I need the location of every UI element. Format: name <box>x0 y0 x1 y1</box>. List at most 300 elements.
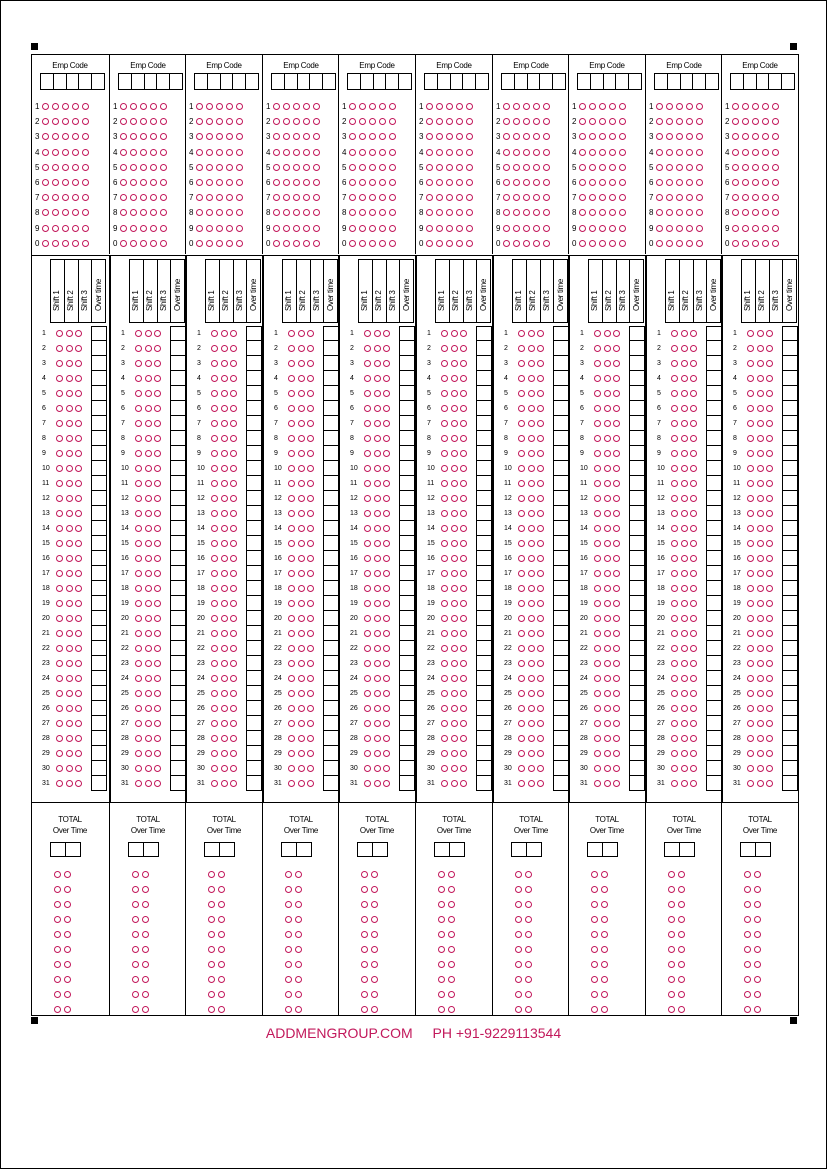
total-bubble[interactable] <box>64 991 71 998</box>
shift-bubble[interactable] <box>288 630 295 637</box>
shift-bubble[interactable] <box>537 330 544 337</box>
digit-bubble[interactable] <box>656 118 663 125</box>
shift-bubble[interactable] <box>671 480 678 487</box>
digit-bubble[interactable] <box>609 240 616 247</box>
digit-bubble[interactable] <box>543 209 550 216</box>
total-bubble[interactable] <box>361 961 368 968</box>
total-bubble[interactable] <box>601 931 608 938</box>
overtime-box[interactable] <box>553 341 569 356</box>
overtime-box[interactable] <box>399 746 415 761</box>
total-bubble[interactable] <box>668 901 675 908</box>
digit-bubble[interactable] <box>349 194 356 201</box>
shift-bubble[interactable] <box>364 450 371 457</box>
overtime-box[interactable] <box>629 551 645 566</box>
digit-bubble[interactable] <box>120 103 127 110</box>
shift-bubble[interactable] <box>135 360 142 367</box>
overtime-box[interactable] <box>553 371 569 386</box>
digit-bubble[interactable] <box>466 179 473 186</box>
emp-code-cell[interactable] <box>616 74 629 89</box>
total-bubble[interactable] <box>142 946 149 953</box>
total-bubble[interactable] <box>295 886 302 893</box>
digit-bubble[interactable] <box>226 149 233 156</box>
digit-bubble[interactable] <box>72 149 79 156</box>
digit-bubble[interactable] <box>42 225 49 232</box>
overtime-box[interactable] <box>91 536 107 551</box>
shift-bubble[interactable] <box>528 765 535 772</box>
shift-bubble[interactable] <box>604 690 611 697</box>
total-bubble[interactable] <box>525 1006 532 1013</box>
overtime-box[interactable] <box>782 611 798 626</box>
total-bubble[interactable] <box>754 976 761 983</box>
shift-bubble[interactable] <box>154 540 161 547</box>
shift-bubble[interactable] <box>671 705 678 712</box>
shift-bubble[interactable] <box>441 420 448 427</box>
shift-bubble[interactable] <box>221 765 228 772</box>
overtime-box[interactable] <box>170 566 186 581</box>
overtime-box[interactable] <box>399 731 415 746</box>
digit-bubble[interactable] <box>466 149 473 156</box>
shift-bubble[interactable] <box>383 735 390 742</box>
shift-bubble[interactable] <box>221 555 228 562</box>
shift-bubble[interactable] <box>383 660 390 667</box>
overtime-box[interactable] <box>399 686 415 701</box>
total-bubble[interactable] <box>54 976 61 983</box>
overtime-box[interactable] <box>170 491 186 506</box>
shift-bubble[interactable] <box>757 465 764 472</box>
total-bubble[interactable] <box>438 976 445 983</box>
emp-code-cell[interactable] <box>310 74 323 89</box>
shift-bubble[interactable] <box>747 480 754 487</box>
shift-bubble[interactable] <box>604 450 611 457</box>
total-bubble[interactable] <box>601 916 608 923</box>
digit-bubble[interactable] <box>206 209 213 216</box>
digit-bubble[interactable] <box>436 194 443 201</box>
digit-bubble[interactable] <box>140 194 147 201</box>
digit-bubble[interactable] <box>466 209 473 216</box>
digit-bubble[interactable] <box>589 179 596 186</box>
digit-bubble[interactable] <box>732 103 739 110</box>
overtime-box[interactable] <box>476 341 492 356</box>
shift-bubble[interactable] <box>671 345 678 352</box>
overtime-box[interactable] <box>170 671 186 686</box>
shift-bubble[interactable] <box>451 585 458 592</box>
shift-bubble[interactable] <box>135 510 142 517</box>
shift-bubble[interactable] <box>211 675 218 682</box>
overtime-box[interactable] <box>553 326 569 341</box>
shift-bubble[interactable] <box>230 510 237 517</box>
shift-bubble[interactable] <box>145 360 152 367</box>
digit-bubble[interactable] <box>283 164 290 171</box>
shift-bubble[interactable] <box>441 570 448 577</box>
digit-bubble[interactable] <box>369 240 376 247</box>
shift-bubble[interactable] <box>211 765 218 772</box>
shift-bubble[interactable] <box>528 495 535 502</box>
shift-bubble[interactable] <box>211 465 218 472</box>
digit-bubble[interactable] <box>62 225 69 232</box>
digit-bubble[interactable] <box>533 209 540 216</box>
shift-bubble[interactable] <box>537 690 544 697</box>
total-bubble[interactable] <box>208 991 215 998</box>
shift-bubble[interactable] <box>690 555 697 562</box>
overtime-box[interactable] <box>170 626 186 641</box>
digit-bubble[interactable] <box>656 133 663 140</box>
digit-bubble[interactable] <box>62 194 69 201</box>
shift-bubble[interactable] <box>766 525 773 532</box>
digit-bubble[interactable] <box>503 118 510 125</box>
shift-bubble[interactable] <box>154 600 161 607</box>
overtime-box[interactable] <box>706 716 722 731</box>
shift-bubble[interactable] <box>518 780 525 787</box>
shift-bubble[interactable] <box>747 690 754 697</box>
shift-bubble[interactable] <box>154 675 161 682</box>
emp-code-cell[interactable] <box>221 74 234 89</box>
shift-bubble[interactable] <box>690 480 697 487</box>
shift-bubble[interactable] <box>288 615 295 622</box>
shift-bubble[interactable] <box>75 690 82 697</box>
shift-bubble[interactable] <box>537 435 544 442</box>
shift-bubble[interactable] <box>451 765 458 772</box>
shift-bubble[interactable] <box>766 360 773 367</box>
shift-bubble[interactable] <box>613 540 620 547</box>
total-bubble[interactable] <box>371 1006 378 1013</box>
total-bubble[interactable] <box>285 961 292 968</box>
shift-bubble[interactable] <box>594 405 601 412</box>
emp-code-cell[interactable] <box>731 74 744 89</box>
digit-bubble[interactable] <box>579 194 586 201</box>
digit-bubble[interactable] <box>686 164 693 171</box>
digit-bubble[interactable] <box>426 179 433 186</box>
shift-bubble[interactable] <box>518 585 525 592</box>
overtime-box[interactable] <box>170 716 186 731</box>
digit-bubble[interactable] <box>513 225 520 232</box>
digit-bubble[interactable] <box>696 133 703 140</box>
shift-bubble[interactable] <box>75 390 82 397</box>
emp-code-cell[interactable] <box>476 74 488 89</box>
shift-bubble[interactable] <box>230 735 237 742</box>
total-bubble[interactable] <box>448 931 455 938</box>
shift-bubble[interactable] <box>757 690 764 697</box>
shift-bubble[interactable] <box>460 585 467 592</box>
overtime-box[interactable] <box>323 746 339 761</box>
total-cell[interactable] <box>66 843 80 856</box>
digit-bubble[interactable] <box>273 225 280 232</box>
overtime-box[interactable] <box>553 596 569 611</box>
shift-bubble[interactable] <box>671 540 678 547</box>
digit-bubble[interactable] <box>226 225 233 232</box>
overtime-box[interactable] <box>629 461 645 476</box>
total-bubble[interactable] <box>285 886 292 893</box>
shift-bubble[interactable] <box>230 420 237 427</box>
digit-bubble[interactable] <box>533 240 540 247</box>
shift-bubble[interactable] <box>766 540 773 547</box>
overtime-box[interactable] <box>170 431 186 446</box>
shift-bubble[interactable] <box>374 405 381 412</box>
shift-bubble[interactable] <box>66 765 73 772</box>
shift-bubble[interactable] <box>690 705 697 712</box>
shift-bubble[interactable] <box>594 525 601 532</box>
overtime-box[interactable] <box>323 611 339 626</box>
shift-bubble[interactable] <box>154 405 161 412</box>
total-bubble[interactable] <box>744 961 751 968</box>
overtime-box[interactable] <box>476 476 492 491</box>
digit-bubble[interactable] <box>589 240 596 247</box>
shift-bubble[interactable] <box>298 420 305 427</box>
overtime-box[interactable] <box>246 431 262 446</box>
overtime-box[interactable] <box>399 356 415 371</box>
digit-bubble[interactable] <box>446 118 453 125</box>
digit-bubble[interactable] <box>732 179 739 186</box>
shift-bubble[interactable] <box>671 645 678 652</box>
total-bubble[interactable] <box>371 871 378 878</box>
overtime-box[interactable] <box>553 746 569 761</box>
digit-bubble[interactable] <box>389 225 396 232</box>
shift-bubble[interactable] <box>288 345 295 352</box>
shift-bubble[interactable] <box>757 435 764 442</box>
digit-bubble[interactable] <box>619 209 626 216</box>
overtime-box[interactable] <box>399 326 415 341</box>
shift-bubble[interactable] <box>75 660 82 667</box>
digit-bubble[interactable] <box>313 133 320 140</box>
total-bubble[interactable] <box>142 976 149 983</box>
digit-bubble[interactable] <box>752 225 759 232</box>
shift-bubble[interactable] <box>671 570 678 577</box>
shift-bubble[interactable] <box>594 435 601 442</box>
shift-bubble[interactable] <box>681 690 688 697</box>
total-bubble[interactable] <box>295 1006 302 1013</box>
shift-bubble[interactable] <box>604 735 611 742</box>
digit-bubble[interactable] <box>696 240 703 247</box>
shift-bubble[interactable] <box>757 330 764 337</box>
shift-bubble[interactable] <box>604 780 611 787</box>
overtime-box[interactable] <box>170 356 186 371</box>
shift-bubble[interactable] <box>298 615 305 622</box>
digit-bubble[interactable] <box>72 225 79 232</box>
shift-bubble[interactable] <box>383 405 390 412</box>
digit-bubble[interactable] <box>503 194 510 201</box>
shift-bubble[interactable] <box>66 555 73 562</box>
digit-bubble[interactable] <box>389 149 396 156</box>
digit-bubble[interactable] <box>293 225 300 232</box>
total-bubble[interactable] <box>54 961 61 968</box>
shift-bubble[interactable] <box>757 765 764 772</box>
digit-bubble[interactable] <box>349 164 356 171</box>
shift-bubble[interactable] <box>298 750 305 757</box>
digit-bubble[interactable] <box>772 149 779 156</box>
digit-bubble[interactable] <box>389 194 396 201</box>
shift-bubble[interactable] <box>594 330 601 337</box>
shift-bubble[interactable] <box>154 660 161 667</box>
digit-bubble[interactable] <box>379 194 386 201</box>
shift-bubble[interactable] <box>757 750 764 757</box>
shift-bubble[interactable] <box>230 780 237 787</box>
shift-bubble[interactable] <box>230 630 237 637</box>
digit-bubble[interactable] <box>160 103 167 110</box>
shift-bubble[interactable] <box>145 675 152 682</box>
shift-bubble[interactable] <box>681 720 688 727</box>
shift-bubble[interactable] <box>288 765 295 772</box>
digit-bubble[interactable] <box>196 133 203 140</box>
shift-bubble[interactable] <box>766 705 773 712</box>
overtime-box[interactable] <box>629 371 645 386</box>
shift-bubble[interactable] <box>364 765 371 772</box>
digit-bubble[interactable] <box>533 194 540 201</box>
shift-bubble[interactable] <box>460 480 467 487</box>
shift-bubble[interactable] <box>383 465 390 472</box>
shift-bubble[interactable] <box>747 405 754 412</box>
digit-bubble[interactable] <box>609 225 616 232</box>
total-bubble[interactable] <box>525 886 532 893</box>
shift-bubble[interactable] <box>135 735 142 742</box>
total-bubble[interactable] <box>754 871 761 878</box>
digit-bubble[interactable] <box>543 240 550 247</box>
shift-bubble[interactable] <box>75 480 82 487</box>
shift-bubble[interactable] <box>594 600 601 607</box>
digit-bubble[interactable] <box>732 240 739 247</box>
overtime-box[interactable] <box>246 611 262 626</box>
shift-bubble[interactable] <box>537 465 544 472</box>
shift-bubble[interactable] <box>594 555 601 562</box>
shift-bubble[interactable] <box>690 690 697 697</box>
shift-bubble[interactable] <box>613 690 620 697</box>
shift-bubble[interactable] <box>528 780 535 787</box>
overtime-box[interactable] <box>553 581 569 596</box>
digit-bubble[interactable] <box>533 149 540 156</box>
total-bubble[interactable] <box>218 976 225 983</box>
overtime-box[interactable] <box>399 431 415 446</box>
shift-bubble[interactable] <box>528 555 535 562</box>
total-bubble[interactable] <box>218 871 225 878</box>
digit-bubble[interactable] <box>283 179 290 186</box>
total-bubble[interactable] <box>678 886 685 893</box>
digit-bubble[interactable] <box>466 118 473 125</box>
emp-code-cell[interactable] <box>374 74 387 89</box>
overtime-box[interactable] <box>323 521 339 536</box>
shift-bubble[interactable] <box>307 450 314 457</box>
digit-bubble[interactable] <box>656 225 663 232</box>
total-cell[interactable] <box>527 843 541 856</box>
overtime-box[interactable] <box>706 476 722 491</box>
shift-bubble[interactable] <box>681 540 688 547</box>
emp-code-cell[interactable] <box>145 74 158 89</box>
overtime-box[interactable] <box>706 536 722 551</box>
shift-bubble[interactable] <box>56 525 63 532</box>
overtime-box[interactable] <box>323 581 339 596</box>
overtime-box[interactable] <box>629 476 645 491</box>
shift-bubble[interactable] <box>288 555 295 562</box>
overtime-box[interactable] <box>553 386 569 401</box>
shift-bubble[interactable] <box>374 420 381 427</box>
shift-bubble[interactable] <box>221 585 228 592</box>
shift-bubble[interactable] <box>690 405 697 412</box>
shift-bubble[interactable] <box>211 585 218 592</box>
shift-bubble[interactable] <box>221 750 228 757</box>
total-bubble[interactable] <box>54 916 61 923</box>
shift-bubble[interactable] <box>288 705 295 712</box>
digit-bubble[interactable] <box>283 240 290 247</box>
shift-bubble[interactable] <box>230 720 237 727</box>
digit-bubble[interactable] <box>762 133 769 140</box>
shift-bubble[interactable] <box>690 600 697 607</box>
digit-bubble[interactable] <box>160 194 167 201</box>
shift-bubble[interactable] <box>681 735 688 742</box>
digit-bubble[interactable] <box>82 118 89 125</box>
digit-bubble[interactable] <box>216 209 223 216</box>
digit-bubble[interactable] <box>772 194 779 201</box>
digit-bubble[interactable] <box>772 225 779 232</box>
shift-bubble[interactable] <box>307 405 314 412</box>
overtime-box[interactable] <box>706 776 722 791</box>
shift-bubble[interactable] <box>56 585 63 592</box>
overtime-box[interactable] <box>629 446 645 461</box>
digit-bubble[interactable] <box>456 103 463 110</box>
total-bubble[interactable] <box>744 991 751 998</box>
shift-bubble[interactable] <box>594 780 601 787</box>
total-bubble[interactable] <box>361 946 368 953</box>
emp-code-cell[interactable] <box>246 74 258 89</box>
shift-bubble[interactable] <box>747 510 754 517</box>
total-bubble[interactable] <box>754 916 761 923</box>
shift-bubble[interactable] <box>681 765 688 772</box>
overtime-box[interactable] <box>476 626 492 641</box>
digit-bubble[interactable] <box>206 225 213 232</box>
shift-bubble[interactable] <box>56 330 63 337</box>
shift-bubble[interactable] <box>747 390 754 397</box>
shift-bubble[interactable] <box>307 630 314 637</box>
overtime-box[interactable] <box>476 356 492 371</box>
shift-bubble[interactable] <box>604 375 611 382</box>
shift-bubble[interactable] <box>604 615 611 622</box>
total-bubble[interactable] <box>54 871 61 878</box>
total-bubble[interactable] <box>438 961 445 968</box>
shift-bubble[interactable] <box>441 705 448 712</box>
overtime-box[interactable] <box>323 656 339 671</box>
shift-bubble[interactable] <box>154 435 161 442</box>
overtime-box[interactable] <box>246 551 262 566</box>
shift-bubble[interactable] <box>211 435 218 442</box>
shift-bubble[interactable] <box>307 435 314 442</box>
digit-bubble[interactable] <box>466 164 473 171</box>
shift-bubble[interactable] <box>460 390 467 397</box>
shift-bubble[interactable] <box>66 465 73 472</box>
shift-bubble[interactable] <box>56 555 63 562</box>
shift-bubble[interactable] <box>288 645 295 652</box>
shift-bubble[interactable] <box>681 465 688 472</box>
overtime-box[interactable] <box>782 566 798 581</box>
shift-bubble[interactable] <box>594 720 601 727</box>
digit-bubble[interactable] <box>456 133 463 140</box>
digit-bubble[interactable] <box>436 149 443 156</box>
digit-bubble[interactable] <box>752 164 759 171</box>
shift-bubble[interactable] <box>135 615 142 622</box>
digit-bubble[interactable] <box>369 164 376 171</box>
shift-bubble[interactable] <box>451 690 458 697</box>
emp-code-cell[interactable] <box>553 74 565 89</box>
shift-bubble[interactable] <box>75 375 82 382</box>
shift-bubble[interactable] <box>154 735 161 742</box>
shift-bubble[interactable] <box>56 570 63 577</box>
overtime-box[interactable] <box>782 446 798 461</box>
shift-bubble[interactable] <box>145 720 152 727</box>
shift-bubble[interactable] <box>154 720 161 727</box>
total-cell[interactable] <box>144 843 158 856</box>
overtime-box[interactable] <box>476 611 492 626</box>
shift-bubble[interactable] <box>383 540 390 547</box>
shift-bubble[interactable] <box>154 375 161 382</box>
total-bubble[interactable] <box>515 931 522 938</box>
shift-bubble[interactable] <box>75 495 82 502</box>
total-bubble[interactable] <box>668 871 675 878</box>
shift-bubble[interactable] <box>518 465 525 472</box>
